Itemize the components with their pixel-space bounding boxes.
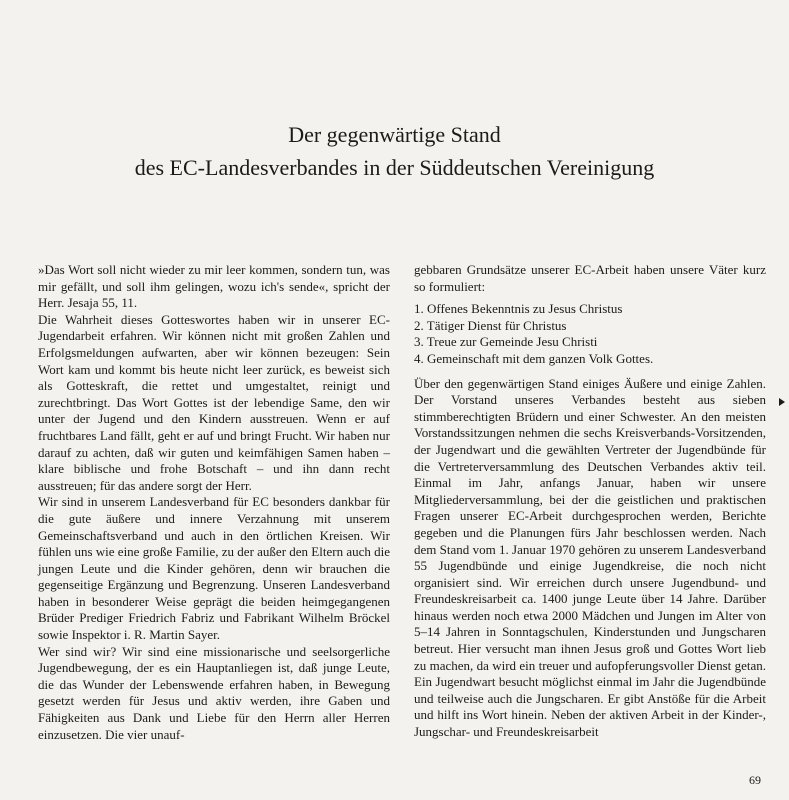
title-line-2: des EC-Landesverbandes in der Süddeutschen Vereinigung bbox=[134, 155, 655, 180]
principles-list bbox=[414, 301, 766, 367]
paragraph: Über den gegenwärtigen Stand einiges Äußere und einige Zahlen. Der Vorstand unseres Verbandes besteht aus sieben stimmberechtigten Brüdern und einer Schwester. An den meisten Vorstandssitzungen nehmen die sechs Kreisverbands-Vorsitzenden, der Jugendwart und die gewählten Vertreter der Jugendbünde für die Vertreterversammlung des Deutschen Verbandes aktiv teil. Einmal im Jahr, anfangs Januar, haben wir unsere Mitgliederversammlung, bei der die geistlichen und praktischen Fragen unserer EC-Arbeit durchgesprochen werden, Berichte gegeben und die Planungen fürs Jahr beschlossen werden. Nach dem Stand vom 1. Januar 1970 gehören zu unserem Landesverband 55 Jugendbünde und einige Jugendkreise, die noch nicht organisiert sind. Wir erreichen durch unsere Jugendbund- und Freundeskreisarbeit ca. 1400 junge Leute über 14 Jahre. Darüber hinaus werden noch etwa 2000 Mädchen und Jungen im Alter von 5–14 Jahren in Sonntagschulen, Kinderstunden und Jungscharen betreut. Hier versucht man ihnen Jesus groß und Gottes Wort lieb zu machen, da wird ein treuer und aufopferungsvoller Dienst getan. Ein Jugendwart besucht möglichst einmal im Jahr die Jugendbünde und teilweise auch die Jungscharen. Er gibt Anstöße für die Arbeit und hilft ins Wort hinein. Neben der aktiven Arbeit in der Kinder-, Jungschar- und Freundeskreisarbeit bbox=[414, 375, 766, 740]
list-item: 1. Offenes Bekenntnis zu Jesus Christus bbox=[414, 301, 623, 317]
title-line-1: Der gegenwärtige Stand bbox=[288, 122, 501, 147]
bible-quote: »Das Wort soll nicht wieder zu mir leer kommen, sondern tun, was mir gefällt, und soll ihm gelingen, wozu ich's sende«, spricht der Herr. Jesaja 55, 11. bbox=[38, 262, 390, 311]
page-number: 69 bbox=[749, 773, 761, 787]
list-item: 2. Tätiger Dienst für Christus bbox=[414, 317, 567, 333]
paragraph: gebbaren Grundsätze unserer EC-Arbeit haben unsere Väter kurz so formuliert: bbox=[414, 262, 766, 294]
left-column bbox=[38, 262, 390, 743]
list-item: 4. Gemeinschaft mit dem ganzen Volk Gottes. bbox=[414, 350, 654, 366]
paragraph: Die Wahrheit dieses Gotteswortes haben wir in unserer EC-Jugendarbeit erfahren. Wir können nicht mit großen Zahlen und Erfolgsmeldungen aufwarten, aber wir können bezeugen: Sein Wort kam und kommt bis heute nicht leer zurück, es beweist sich als Gotteskraft, die rettet und umgestaltet, reinigt und zurechtbringt. Das Wort Gottes ist der lebendige Same, den wir unter der Jugend und den Kindern ausstreuen. Wenn er auf fruchtbares Land fällt, geht er auf und bringt Frucht. Wir haben nur darauf zu achten, daß wir guten und keimfähigen Samen haben – klare biblische und frohe Botschaft – und ihn dann recht ausstreuen; für das andere sorgt der Herr. bbox=[38, 311, 390, 493]
paragraph: Wir sind in unserem Landesverband für EC besonders dankbar für die gute äußere und innere Verzahnung mit unserem Gemeinschaftsverband und auch in den örtlichen Kreisen. Wir fühlen uns wie eine große Familie, zu der außer den Eltern auch die jungen Leute und die Kinder gehören, denn wir brauchen die gegenseitige Ergänzung und Begrenzung. Unseren Landesverband haben in besonderer Weise geprägt die beiden heimgegangenen Brüder Prediger Friedrich Fabriz und Fabrikant Wilhelm Bröckel sowie Inspektor i. R. Martin Sayer. bbox=[38, 494, 390, 643]
article-title bbox=[0, 118, 789, 184]
paragraph: Wer sind wir? Wir sind eine missionarische und seelsorgerliche Jugendbewegung, der es ein Hauptanliegen ist, daß junge Leute, die das Wunder der Lebenswende erfahren haben, in Bewegung gesetzt werden für Jesus und aktiv werden, ihre Gaben und Fähigkeiten aus Dank und Liebe für den Herrn aller Herren einzusetzen. Die vier unauf- bbox=[38, 643, 390, 742]
right-column bbox=[414, 262, 766, 741]
list-item: 3. Treue zur Gemeinde Jesu Christi bbox=[414, 334, 598, 350]
margin-arrow-icon bbox=[779, 398, 785, 406]
